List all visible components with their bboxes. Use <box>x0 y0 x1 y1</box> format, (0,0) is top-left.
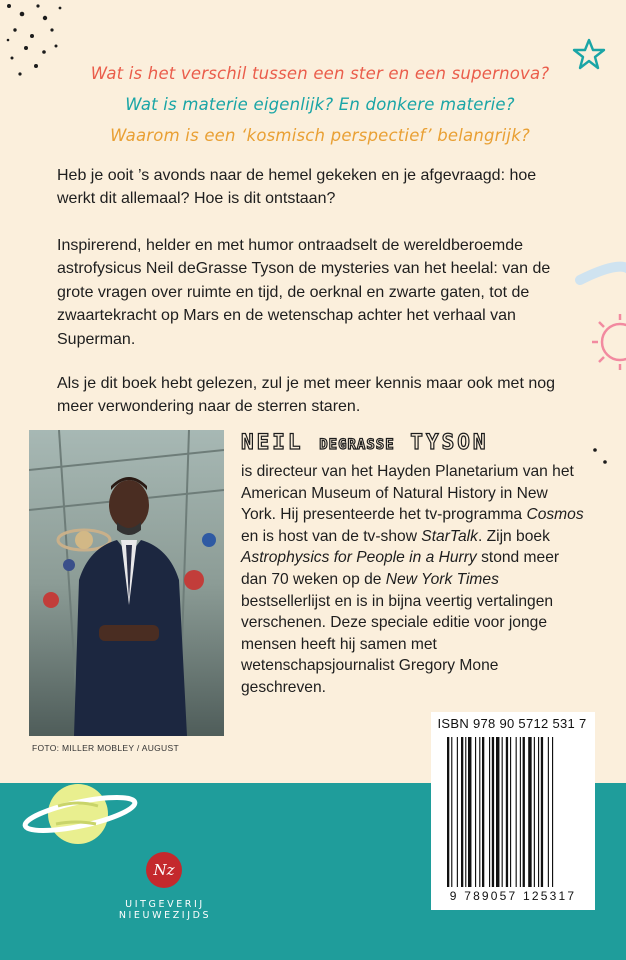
barcode-bar <box>506 737 508 887</box>
author-name-last: TYSON <box>394 430 489 454</box>
bio-italic-startalk: StarTalk <box>421 527 478 545</box>
author-bio <box>241 461 586 699</box>
bio-italic-nyt: New York Times <box>385 570 499 588</box>
barcode-bar <box>465 737 466 887</box>
barcode-bar <box>496 737 499 887</box>
author-name-first: NEIL <box>241 430 320 454</box>
question-2: Wat is materie eigenlijk? En donkere materie? <box>125 95 515 114</box>
barcode-bar <box>520 737 521 887</box>
barcode-bar <box>534 737 535 887</box>
intro-text-3: Als je dit boek hebt gelezen, zul je met meer kennis maar ook met nog meer verwondering naar de sterren staren. <box>57 375 556 416</box>
barcode-bar <box>461 737 463 887</box>
barcode-bar <box>475 737 476 887</box>
planet-icon <box>18 776 148 848</box>
planet-ring-decoration <box>560 250 626 380</box>
barcode-bar <box>516 737 517 887</box>
barcode-bar <box>552 737 553 887</box>
photo-credit: FOTO: MILLER MOBLEY / AUGUST <box>32 743 179 753</box>
barcode-bar <box>451 737 452 887</box>
publisher-name: UITGEVERIJ NIEUWEZIJDS <box>118 899 212 921</box>
bio-italic-book-title: Astrophysics for People in a Hurry <box>241 549 477 567</box>
bio-text-5: bestsellerlijst en is in bijna veertig vertalingen verschenen. Deze speciale editie voor jonge mensen heeft hij samen met wetenschapsjournalist Gregory Mone geschreven. <box>241 592 554 696</box>
barcode-bar <box>548 737 549 887</box>
barcode-bar <box>541 737 543 887</box>
barcode-bar <box>510 737 511 887</box>
barcode-bar <box>528 737 531 887</box>
intro-paragraph-1 <box>57 164 567 211</box>
bio-text-1: is directeur van het Hayden Planetarium van het American Museum of Natural History in New York. Hij presenteerde het tv-programma <box>241 463 574 524</box>
barcode-bar <box>482 737 484 887</box>
intro-text-1: Heb je ooit ’s avonds naar de hemel gekeken en je afgevraagd: hoe werkt dit allemaal? Hoe is dit ontstaan? <box>57 167 537 208</box>
isbn-digits: 9 789057 125317 <box>449 889 577 903</box>
barcode-bar <box>492 737 494 887</box>
isbn-label: ISBN 978 90 5712 531 7 <box>437 716 587 731</box>
publisher-logo: Nz <box>146 852 182 888</box>
bio-text-4: stond meer dan 70 weken op de <box>241 549 560 588</box>
question-1: Wat is het verschil tussen een ster en een supernova? <box>90 64 550 83</box>
barcode-icon <box>445 737 587 887</box>
intro-paragraph-2 <box>57 234 567 351</box>
bio-text-3: . Zijn boek <box>477 527 550 545</box>
barcode-bar <box>489 737 490 887</box>
barcode-bar <box>538 737 539 887</box>
barcode-bar <box>479 737 480 887</box>
barcode-bar <box>502 737 503 887</box>
intro-paragraph-3 <box>57 372 567 419</box>
bio-text-2: en is host van de tv-show <box>241 527 422 545</box>
author-name-middle: DEGRASSE <box>319 437 395 453</box>
author-name <box>241 430 489 454</box>
author-photo <box>29 430 224 736</box>
dots-decoration <box>585 440 625 470</box>
intro-text-2: Inspirerend, helder en met humor ontraadselt de wereldberoemde astrofysicus Neil deGrasse Tyson de mysteries van het heelal: van de grote vragen over ruimte en tijd, de oerknal en zwarte gaten, tot de zwaartekracht op Mars en de wetenschap achter het verhaal van Superman. <box>57 237 551 348</box>
barcode-bar <box>468 737 471 887</box>
barcode-bar <box>523 737 525 887</box>
barcode-bar <box>447 737 449 887</box>
bio-italic-cosmos: Cosmos <box>526 506 584 524</box>
barcode-bar <box>457 737 458 887</box>
question-3: Waarom is een ‘kosmisch perspectief’ belangrijk? <box>110 126 530 145</box>
